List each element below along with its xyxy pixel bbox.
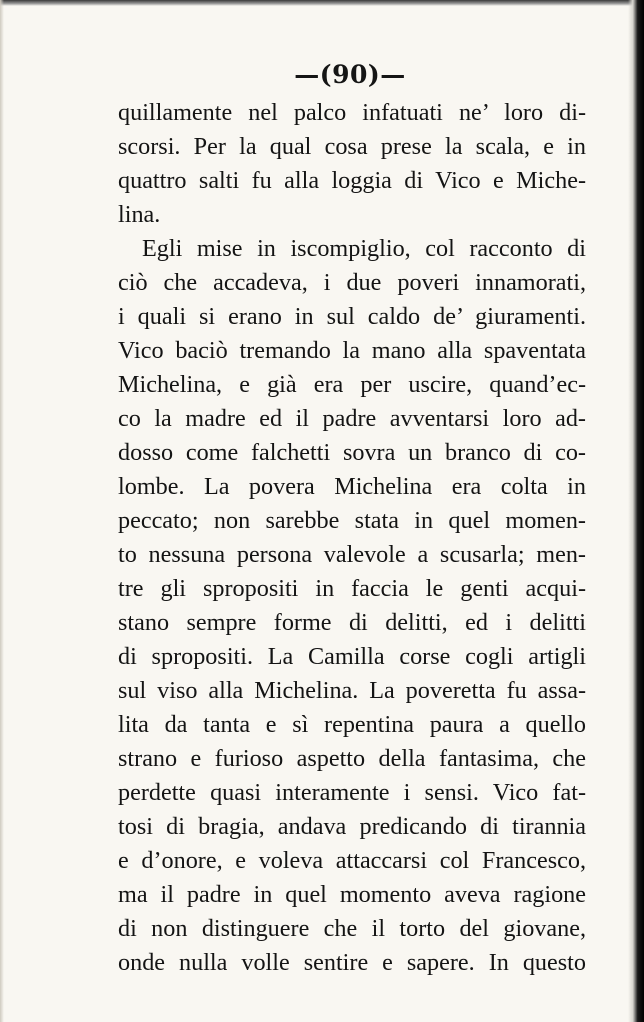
text-line: di spropositi. La Camilla corse cogli artigli [118,643,586,670]
text-line: lina. [118,201,161,228]
page-right-edge-shadow [628,0,644,1022]
text-line: i quali si erano in sul caldo de’ giuramenti. [118,303,586,330]
text-line: e d’onore, e voleva attaccarsi col Francesco, [118,847,586,874]
text-line: sul viso alla Michelina. La poveretta fu assa- [118,677,586,704]
text-line: lita da tanta e sì repentina paura a quello [118,711,586,738]
text-line: quillamente nel palco infatuati ne’ loro di- [118,99,586,126]
text-line: di non distinguere che il torto del giovane, [118,915,586,942]
page-left-edge [0,0,4,1022]
page-number: —(90)— [294,60,406,89]
text-line: perdette quasi interamente i sensi. Vico fat- [118,779,586,806]
text-line: ma il padre in quel momento aveva ragione [118,881,586,908]
text-line: to nessuna persona valevole a scusarla; men- [118,541,586,568]
body-text [118,96,586,980]
text-line: onde nulla volle sentire e sapere. In questo [118,949,586,976]
text-line: dosso come falchetti sovra un branco di co- [118,439,586,466]
text-line: lombe. La povera Michelina era colta in [118,473,586,500]
text-line: tre gli spropositi in faccia le genti acqui- [118,575,586,602]
text-line: ciò che accadeva, i due poveri innamorati, [118,269,586,296]
text-line: scorsi. Per la qual cosa prese la scala, e in [118,133,586,160]
text-line: strano e furioso aspetto della fantasima, che [118,745,586,772]
text-line: Vico baciò tremando la mano alla spaventata [118,337,586,364]
text-line: quattro salti fu alla loggia di Vico e Miche- [118,167,586,194]
text-line: co la madre ed il padre avventarsi loro ad- [118,405,586,432]
page-top-edge [0,0,644,6]
text-line: stano sempre forme di delitti, ed i delitti [118,609,586,636]
text-line: tosi di bragia, andava predicando di tirannia [118,813,586,840]
paragraph-first-line: Egli mise in iscompiglio, col racconto di [142,235,586,262]
text-line: peccato; non sarebbe stata in quel momen- [118,507,586,534]
text-line: Michelina, e già era per uscire, quand’ec- [118,371,586,398]
